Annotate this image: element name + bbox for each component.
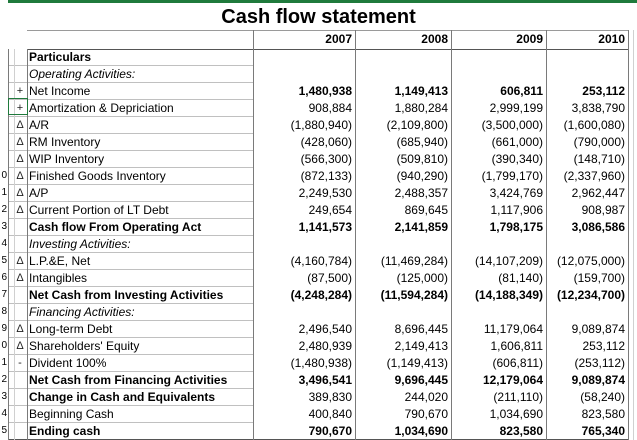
row-label[interactable]: Investing Activities:: [29, 237, 131, 251]
row-label[interactable]: Ending cash: [29, 424, 101, 438]
value-cell-2008[interactable]: 1,149,413: [394, 84, 448, 98]
value-cell-2007[interactable]: (87,500): [307, 271, 352, 285]
row-symbol: [14, 287, 26, 304]
row-number[interactable]: 2: [1, 204, 7, 215]
row-number[interactable]: 5: [1, 425, 7, 436]
value-cell-2010[interactable]: (148,710): [573, 152, 625, 166]
value-cell-2010[interactable]: 2,962,447: [571, 186, 625, 200]
grid-line: [8, 269, 253, 270]
row-label[interactable]: Finished Goods Inventory: [29, 169, 166, 183]
value-cell-2010[interactable]: 9,089,874: [571, 322, 625, 336]
value-cell-2008[interactable]: (11,469,284): [380, 254, 448, 268]
value-cell-2007[interactable]: (872,133): [300, 169, 352, 183]
value-cell-2008[interactable]: (2,109,800): [386, 118, 448, 132]
grid-line: [8, 371, 253, 372]
value-cell-2010[interactable]: 3,086,586: [571, 220, 625, 234]
grid-line: [8, 388, 253, 389]
row-symbol: Δ: [16, 340, 24, 352]
row-symbol: Δ: [16, 136, 24, 148]
row-label[interactable]: Current Portion of LT Debt: [29, 203, 169, 217]
grid-line: [8, 286, 253, 287]
row-symbol: +: [16, 102, 24, 114]
row-symbol: Δ: [16, 170, 24, 182]
grid-line: [8, 235, 253, 236]
row-number[interactable]: 9: [1, 323, 7, 334]
row-symbol: [14, 372, 26, 389]
row-symbol: Δ: [16, 204, 24, 216]
row-number[interactable]: 5: [1, 255, 7, 266]
row-number[interactable]: 8: [1, 306, 7, 317]
value-cell-2010[interactable]: (12,075,000): [556, 254, 625, 268]
row-label[interactable]: Shareholders' Equity: [29, 339, 140, 353]
value-cell-2009[interactable]: (3,500,000): [481, 118, 543, 132]
value-cell-2010[interactable]: (790,000): [573, 135, 625, 149]
value-cell-2007[interactable]: [253, 66, 355, 83]
value-cell-2009[interactable]: (14,188,349): [474, 288, 543, 302]
value-cell-2010[interactable]: (159,700): [573, 271, 625, 285]
row-number[interactable]: 1: [1, 357, 7, 368]
value-cell-2009[interactable]: [451, 236, 546, 253]
grid-line: [8, 201, 253, 202]
value-cell-2008[interactable]: [355, 49, 451, 66]
grid-line: [8, 337, 253, 338]
grid-line: [451, 30, 452, 440]
value-cell-2007[interactable]: (566,300): [300, 152, 352, 166]
row-number[interactable]: 0: [1, 170, 7, 181]
row-label[interactable]: Beginning Cash: [29, 407, 114, 421]
grid-line: [8, 303, 253, 304]
year-header-2007[interactable]: 2007: [325, 32, 352, 46]
value-cell-2010[interactable]: (2,337,960): [563, 169, 625, 183]
value-cell-2007[interactable]: (4,160,784): [290, 254, 352, 268]
row-symbol: Δ: [16, 323, 24, 335]
value-cell-2007[interactable]: 3,496,541: [298, 373, 352, 387]
value-cell-2008[interactable]: 9,696,445: [394, 373, 448, 387]
value-cell-2009[interactable]: 1,117,906: [490, 203, 543, 217]
row-symbol: Δ: [16, 255, 24, 267]
selected-cell-outline: [8, 98, 28, 115]
value-cell-2007[interactable]: 2,249,530: [298, 186, 352, 200]
row-number[interactable]: 4: [1, 238, 7, 249]
value-cell-2008[interactable]: 2,141,859: [394, 220, 448, 234]
grid-line: [8, 82, 253, 83]
value-cell-2007[interactable]: [253, 304, 355, 321]
value-cell-2007[interactable]: 1,480,938: [298, 84, 352, 98]
row-label[interactable]: Intangibles: [29, 271, 88, 285]
grid-line: [8, 133, 253, 134]
value-cell-2008[interactable]: (11,594,284): [380, 288, 448, 302]
value-cell-2009[interactable]: (1,799,170): [481, 169, 543, 183]
row-label[interactable]: Particulars: [29, 50, 92, 64]
grid-line: [8, 405, 253, 406]
value-cell-2009[interactable]: [451, 66, 546, 83]
value-cell-2007[interactable]: 389,830: [308, 390, 352, 404]
value-cell-2010[interactable]: 908,987: [581, 203, 625, 217]
row-symbol: Δ: [16, 187, 24, 199]
row-number[interactable]: 3: [1, 391, 7, 402]
value-cell-2007[interactable]: 249,654: [308, 203, 352, 217]
value-cell-2009[interactable]: 823,580: [499, 424, 543, 438]
value-cell-2008[interactable]: (685,940): [396, 135, 448, 149]
value-cell-2009[interactable]: 606,811: [500, 84, 543, 98]
value-cell-2010[interactable]: 253,112: [582, 339, 625, 353]
row-label[interactable]: Divident 100%: [29, 356, 107, 370]
row-symbol: [14, 219, 26, 236]
row-label[interactable]: Cash flow From Operating Act: [29, 220, 202, 234]
value-cell-2009[interactable]: 1,606,811: [490, 339, 543, 353]
grid-line: [8, 354, 253, 355]
grid-line: [8, 422, 253, 423]
value-cell-2009[interactable]: (661,000): [491, 135, 543, 149]
grid-line: [628, 30, 629, 440]
value-cell-2008[interactable]: (1,149,413): [386, 356, 448, 370]
row-symbol: Δ: [16, 119, 24, 131]
value-cell-2010[interactable]: (253,112): [574, 356, 625, 370]
row-label[interactable]: Net Cash from Financing Activities: [29, 373, 228, 387]
value-cell-2008[interactable]: 1,034,690: [394, 424, 448, 438]
value-cell-2010[interactable]: [546, 304, 628, 321]
row-number-column: [0, 0, 8, 440]
value-cell-2010[interactable]: 3,838,790: [571, 101, 625, 115]
value-cell-2008[interactable]: 869,645: [404, 203, 448, 217]
grid-line: [8, 320, 253, 321]
value-cell-2009[interactable]: 3,424,769: [489, 186, 543, 200]
row-number[interactable]: 1: [1, 187, 7, 198]
value-cell-2010[interactable]: (1,600,080): [563, 118, 625, 132]
row-label[interactable]: A/R: [29, 118, 50, 132]
value-cell-2009[interactable]: (390,340): [491, 152, 543, 166]
value-cell-2010[interactable]: [546, 49, 628, 66]
row-number[interactable]: 2: [1, 374, 7, 385]
grid-line: [8, 218, 253, 219]
value-cell-2008[interactable]: (509,810): [396, 152, 448, 166]
grid-line: [355, 30, 356, 440]
value-cell-2007[interactable]: (1,480,938): [290, 356, 352, 370]
row-label[interactable]: Operating Activities:: [29, 67, 136, 81]
value-cell-2008[interactable]: 8,696,445: [394, 322, 448, 336]
row-symbol: [14, 66, 26, 83]
value-cell-2010[interactable]: 765,340: [581, 424, 625, 438]
value-cell-2007[interactable]: 790,670: [308, 424, 352, 438]
value-cell-2010[interactable]: [546, 236, 628, 253]
grid-line: [8, 167, 253, 168]
value-cell-2007[interactable]: 2,480,939: [298, 339, 352, 353]
value-cell-2007[interactable]: (4,248,284): [290, 288, 352, 302]
value-cell-2007[interactable]: [253, 236, 355, 253]
value-cell-2009[interactable]: 11,179,064: [483, 322, 543, 336]
value-cell-2009[interactable]: 12,179,064: [482, 373, 543, 387]
value-cell-2007[interactable]: 908,884: [308, 101, 352, 115]
year-header-2009[interactable]: 2009: [516, 32, 543, 46]
value-cell-2008[interactable]: 2,149,413: [394, 339, 448, 353]
value-cell-2008[interactable]: (125,000): [396, 271, 448, 285]
row-label[interactable]: L.P.&E, Net: [29, 254, 91, 268]
value-cell-2008[interactable]: 2,488,357: [394, 186, 448, 200]
row-symbol: +: [16, 85, 24, 97]
row-label[interactable]: RM Inventory: [29, 135, 101, 149]
grid-line: [27, 49, 628, 50]
row-label[interactable]: Change in Cash and Equivalents: [29, 390, 216, 404]
row-number[interactable]: 4: [1, 408, 7, 419]
row-symbol: [14, 236, 26, 253]
grid-line: [8, 252, 253, 253]
sheet-title[interactable]: Cash flow statement: [221, 6, 416, 28]
grid-line: [633, 30, 634, 440]
grid-line: [27, 30, 628, 31]
grid-line: [8, 99, 253, 100]
row-label[interactable]: Financing Activities:: [29, 305, 135, 319]
value-cell-2008[interactable]: 790,670: [404, 407, 448, 421]
value-cell-2008[interactable]: [355, 236, 451, 253]
value-cell-2007[interactable]: 2,496,540: [298, 322, 352, 336]
grid-line: [8, 116, 253, 117]
value-cell-2008[interactable]: 244,020: [404, 390, 448, 404]
row-number[interactable]: 3: [1, 221, 7, 232]
value-cell-2007[interactable]: 400,840: [308, 407, 352, 421]
year-header-2008[interactable]: 2008: [421, 32, 448, 46]
row-label[interactable]: A/P: [29, 186, 49, 200]
value-cell-2009[interactable]: [451, 49, 546, 66]
row-symbol: [14, 406, 26, 423]
year-header-2010[interactable]: 2010: [598, 32, 625, 46]
value-cell-2007[interactable]: (428,060): [300, 135, 352, 149]
row-symbol: -: [18, 357, 22, 369]
row-label[interactable]: Net Income: [29, 84, 91, 98]
value-cell-2009[interactable]: (606,811): [492, 356, 543, 370]
grid-line: [8, 150, 253, 151]
value-cell-2009[interactable]: 1,034,690: [489, 407, 543, 421]
row-number[interactable]: 0: [1, 340, 7, 351]
grid-line: [8, 184, 253, 185]
value-cell-2009[interactable]: (81,140): [498, 271, 543, 285]
value-cell-2009[interactable]: (14,107,209): [474, 254, 543, 268]
value-cell-2009[interactable]: (211,110): [493, 390, 543, 404]
value-cell-2008[interactable]: (940,290): [396, 169, 448, 183]
row-number[interactable]: 7: [1, 289, 7, 300]
value-cell-2007[interactable]: (1,880,940): [290, 118, 352, 132]
value-cell-2010[interactable]: 253,112: [582, 84, 625, 98]
value-cell-2010[interactable]: 823,580: [581, 407, 625, 421]
row-label[interactable]: WIP Inventory: [29, 152, 105, 166]
value-cell-2010[interactable]: (58,240): [580, 390, 625, 404]
row-symbol: [14, 49, 26, 66]
row-symbol: Δ: [16, 272, 24, 284]
grid-line: [8, 65, 253, 66]
value-cell-2010[interactable]: 9,089,874: [571, 373, 625, 387]
value-cell-2010[interactable]: (12,234,700): [556, 288, 625, 302]
value-cell-2010[interactable]: [546, 66, 628, 83]
row-symbol: [14, 423, 26, 440]
row-number[interactable]: 6: [1, 272, 7, 283]
grid-line: [253, 30, 254, 440]
row-symbol: Δ: [16, 153, 24, 165]
value-cell-2007[interactable]: 1,141,573: [298, 220, 352, 234]
value-cell-2008[interactable]: [355, 66, 451, 83]
value-cell-2009[interactable]: [451, 304, 546, 321]
value-cell-2007[interactable]: [253, 49, 355, 66]
row-symbol: [14, 389, 26, 406]
value-cell-2009[interactable]: 1,798,175: [489, 220, 543, 234]
sheet-top-border: [0, 0, 637, 3]
row-label[interactable]: Long-term Debt: [29, 322, 113, 336]
grid-line: [546, 30, 547, 440]
value-cell-2008[interactable]: [355, 304, 451, 321]
row-label[interactable]: Amortization & Depriciation: [29, 101, 174, 115]
row-symbol: [14, 304, 26, 321]
row-label[interactable]: Net Cash from Investing Activities: [29, 288, 224, 302]
value-cell-2009[interactable]: 2,999,199: [489, 101, 543, 115]
value-cell-2008[interactable]: 1,880,284: [394, 101, 448, 115]
cell-grid: [0, 30, 637, 440]
